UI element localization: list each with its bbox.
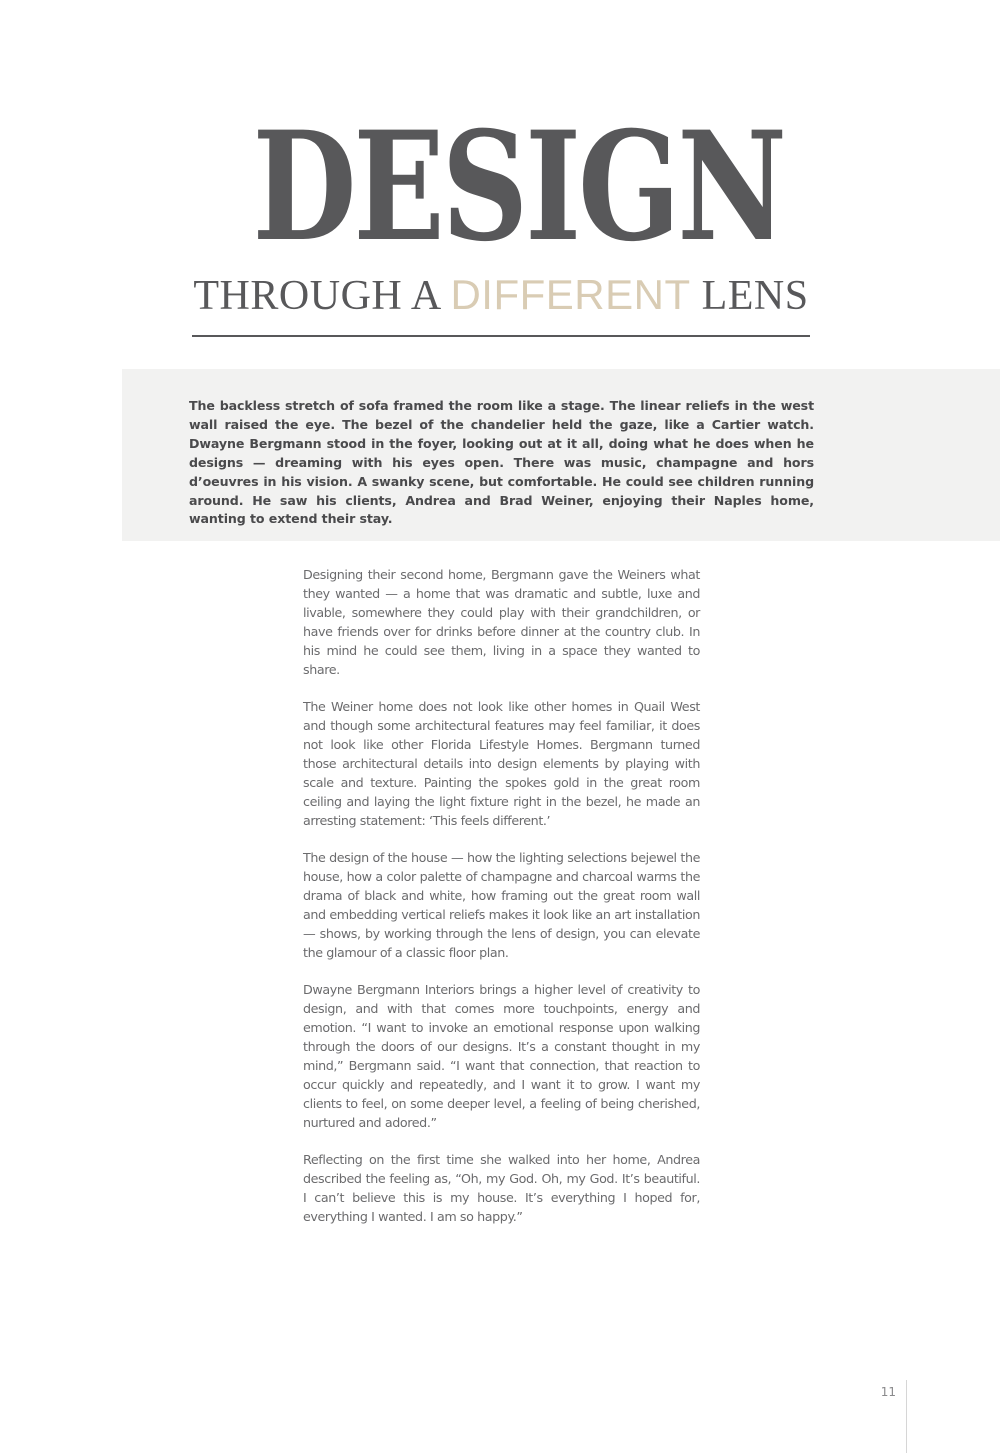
body-paragraph: Reflecting on the first time she walked into her home, Andrea described the feeling as, “Oh, my God. Oh, my God. It’s beautiful. I can’t believe this is my house. It’s everything I hoped for, everything I wanted. I am so happy.” xyxy=(303,1152,700,1224)
body-paragraph: The design of the house — how the lighting selections bejewel the house, how a color palette of champagne and charcoal warms the drama of black and white, how framing out the great room wall and embedding vertical reliefs makes it look like an art installation — shows, by working through the lens of design, you can elevate the glamour of a classic floor plan. xyxy=(303,850,700,960)
body-paragraph: Designing their second home, Bergmann gave the Weiners what they wanted — a home that was dramatic and subtle, luxe and livable, somewhere they could play with their grandchildren, or have friends over for drinks before dinner at the country club. In his mind he could see them, living in a space they wanted to share. xyxy=(303,567,700,677)
headline: DESIGN xyxy=(252,99,784,275)
subhead-part-2: LENS xyxy=(690,273,809,319)
subhead-part-1: THROUGH A xyxy=(193,273,451,319)
page-number: 11 xyxy=(880,1385,896,1399)
lead-paragraph: The backless stretch of sofa framed the room like a stage. The linear reliefs in the west wall raised the eye. The bezel of the chandelier held the gaze, like a Cartier watch. Dwayne Bergmann stood in the foyer, looking out at it all, doing what he does when he designs — dreaming with his eyes open. There was music, champagne and hors d’oeuvres in his vision. A swanky scene, but comfortable. He could see children running around. He saw his clients, Andrea and Brad Weiner, enjoying their Naples home, wanting to extend their stay. xyxy=(189,398,814,527)
page-edge-line xyxy=(906,1380,907,1453)
article-body xyxy=(303,565,700,1244)
body-paragraph: Dwayne Bergmann Interiors brings a higher level of creativity to design, and with that comes more touchpoints, energy and emotion. “I want to invoke an emotional response upon walking through the doors of our designs. It’s a constant thought in my mind,” Bergmann said. “I want that connection, that reaction to occur quickly and repeatedly, and I want it to grow. I want my clients to feel, on some deeper level, a feeling of being cherished, nurtured and adored.” xyxy=(303,982,700,1130)
title-divider xyxy=(192,335,810,337)
body-paragraph: The Weiner home does not look like other homes in Quail West and though some architectural features may feel familiar, it does not look like other Florida Lifestyle Homes. Bergmann turned those architectural details into design elements by playing with scale and texture. Painting the spokes gold in the great room ceiling and laying the light fixture right in the bezel, he made an arresting statement: ‘This feels different.’ xyxy=(303,699,700,828)
subheadline xyxy=(192,270,810,320)
subhead-accent-word: DIFFERENT xyxy=(450,271,691,318)
